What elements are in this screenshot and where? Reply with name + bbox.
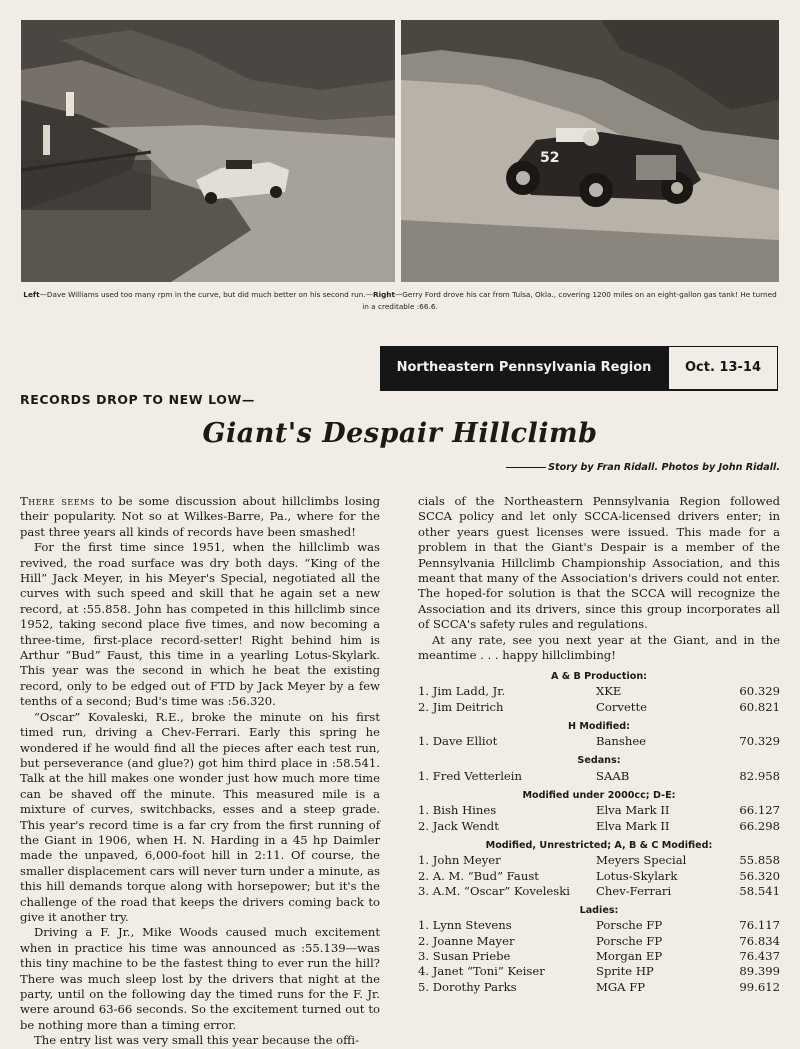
driver-name: 2. Jim Deitrich	[418, 699, 504, 714]
article-paragraph: For the first time since 1951, when the hillclimb was revived, the road surface was dry both days. “King of the Hill” Jack Meyer, in his Meyer's Special, negotiated all the curves with such speed and skill that he again set a new record, at :55.858. John has competed in this hillclimb since 1952, taking second place five times, and now becoming a three-time, first-place record-setter! Right behind him is Arthur “Bud” Faust, this time in a yearling Lotus-Skylark. This year was the second in which he beat the existing record, only to be edged out of FTD by Jack Meyer by a few tenths of a second; Bud's time was :56.320.	[20, 540, 380, 709]
kicker-headline: RECORDS DROP TO NEW LOW—	[20, 392, 255, 407]
driver-name: 3. Susan Priebe	[418, 949, 511, 964]
car-model: Elva Mark II	[596, 818, 670, 833]
result-row	[418, 980, 780, 995]
run-time: 70.329	[739, 734, 780, 749]
photo-left-car-in-curve	[21, 20, 395, 282]
result-row	[418, 819, 780, 834]
car-model: Porsche FP	[596, 933, 663, 948]
result-row	[418, 803, 780, 818]
lead-in: There seems	[20, 494, 95, 508]
byline-text: Story by Fran Ridall. Photos by John Ridall.	[548, 462, 780, 473]
photo-right-image	[401, 20, 779, 282]
run-time: 66.127	[739, 803, 780, 818]
driver-name: 1. Lynn Stevens	[418, 918, 512, 933]
result-row	[418, 949, 780, 964]
run-time: 99.612	[739, 979, 780, 994]
car-model: Sprite HP	[596, 964, 654, 979]
article-paragraph	[20, 494, 380, 540]
run-time: 82.958	[739, 768, 780, 783]
result-row	[418, 769, 780, 784]
byline-dash	[506, 467, 546, 468]
car-model: SAAB	[596, 768, 630, 783]
photo-left-image	[21, 20, 395, 282]
car-number: 52	[540, 150, 560, 166]
result-row	[418, 964, 780, 979]
caption-left-tag: Left	[23, 290, 40, 299]
results-table	[418, 669, 780, 995]
class-heading: Modified, Unrestricted; A, B & C Modified:	[485, 839, 713, 851]
class-heading: H Modified:	[568, 720, 630, 732]
run-time: 76.437	[739, 949, 780, 964]
driver-name: 1. Dave Elliot	[418, 734, 498, 749]
driver-name: 1. Jim Ladd, Jr.	[418, 684, 506, 699]
run-time: 76.834	[739, 933, 780, 948]
result-row	[418, 884, 780, 899]
result-row	[418, 934, 780, 949]
caption-right-text: —Gerry Ford drove his car from Tulsa, Okla., covering 1200 miles on an eight-gallon gas tank! He turned in a creditable :66.6.	[362, 290, 777, 311]
driver-name: 1. Bish Hines	[418, 803, 497, 818]
event-date: Oct. 13-14	[668, 346, 778, 390]
region-name: Northeastern Pennsylvania Region	[380, 346, 668, 390]
run-time: 76.117	[739, 918, 780, 933]
driver-name: 2. A. M. “Bud” Faust	[418, 868, 539, 883]
photo-caption	[20, 289, 780, 313]
result-row	[418, 734, 780, 749]
article-paragraph: “Oscar” Kovaleski, R.E., broke the minute on his first timed run, driving a Chev-Ferrari. Early this spring he wondered if he would find all the pieces after each test run, but perseverance (and glue?) got him third place in :58.541. Talk at the hill makes one wonder just how much more time can be shaved off the minute. This measured mile is a mixture of curves, switchbacks, esses and a steep grade. This year's record time is a far cry from the first running of the Giant in 1906, when H. N. Harding in a 45 hp Daimler made the unpaved, 6,000-foot hill in 2:11. Of course, the smaller displacement cars will never turn under a minute, as this hill demands torque along with horsepower; but it's the challenge of the road that keeps the drivers coming back to give it another try.	[20, 709, 380, 924]
run-time: 56.320	[739, 868, 780, 883]
car-model: Elva Mark II	[596, 803, 670, 818]
caption-left-text: —Dave Williams used too many rpm in the curve, but did much better on his second run.—	[39, 290, 373, 299]
car-model: Meyers Special	[596, 853, 687, 868]
paragraph-text: to be some discussion about hillclimbs losing their popularity. Not so at Wilkes-Barre, Pa., where for the past three years all kinds of records have been smashed!	[20, 494, 380, 539]
driver-name: 2. Joanne Mayer	[418, 933, 515, 948]
run-time: 60.821	[739, 699, 780, 714]
car-model: Chev-Ferrari	[596, 883, 672, 898]
article-paragraph: Driving a F. Jr., Mike Woods caused much excitement when in practice his time was announced as :55.139—was this tiny machine to be the fastest thing to ever run the hill? There was much sleep lost by the drivers that night at the party, until on the following day the timed runs for the F. Jr. were around 63-66 seconds. So the excitement turned out to be nothing more than a timing error.	[20, 925, 380, 1032]
driver-name: 2. Jack Wendt	[418, 818, 499, 833]
caption-right-tag: Right	[372, 290, 395, 299]
article-paragraph: At any rate, see you next year at the Giant, and in the meantime . . . happy hillclimbing!	[418, 632, 780, 663]
driver-name: 4. Janet “Toni” Keiser	[418, 964, 545, 979]
article-title: Giant's Despair Hillclimb	[202, 418, 598, 449]
driver-name: 1. Fred Vetterlein	[418, 768, 522, 783]
photo-right-race-car	[401, 20, 779, 282]
banner-rule	[380, 389, 778, 391]
driver-name: 1. John Meyer	[418, 853, 501, 868]
article-column-left	[20, 494, 380, 1049]
driver-name: 3. A.M. “Oscar” Koveleski	[418, 883, 570, 898]
car-model: Porsche FP	[596, 918, 663, 933]
car-model: Lotus-Skylark	[596, 868, 678, 883]
run-time: 66.298	[739, 818, 780, 833]
article-paragraph: cials of the Northeastern Pennsylvania Region followed SCCA policy and let only SCCA-licensed drivers enter; in other years guest licenses were issued. This made for a problem in that the Giant's Despair is a member of the Pennsylvania Hillclimb Championship Association, and this meant that many of the Association's drivers could not enter. The hoped-for solution is that the SCCA will recognize the Association and its drivers, since this group incorporates all of SCCA's safety rules and regulations.	[418, 494, 780, 632]
car-model: Banshee	[596, 734, 647, 749]
run-time: 60.329	[739, 684, 780, 699]
result-row	[418, 700, 780, 715]
region-banner	[380, 346, 778, 390]
car-model: Morgan EP	[596, 949, 663, 964]
class-heading: Ladies:	[579, 905, 619, 917]
article-column-right	[418, 494, 780, 663]
class-heading: Sedans:	[577, 755, 621, 767]
class-heading: A & B Production:	[551, 671, 647, 682]
article-paragraph: The entry list was very small this year because the offi-	[34, 1033, 360, 1048]
result-row	[418, 918, 780, 933]
driver-name: 5. Dorothy Parks	[418, 979, 517, 994]
class-heading: Modified under 2000cc; D-E:	[522, 790, 676, 802]
run-time: 58.541	[739, 883, 780, 898]
result-row	[418, 853, 780, 868]
car-model: MGA FP	[596, 979, 646, 994]
result-row	[418, 684, 780, 699]
byline	[506, 462, 780, 473]
car-model: Corvette	[596, 699, 647, 714]
run-time: 55.858	[739, 853, 780, 868]
run-time: 89.399	[739, 964, 780, 979]
car-model: XKE	[596, 684, 622, 699]
result-row	[418, 869, 780, 884]
